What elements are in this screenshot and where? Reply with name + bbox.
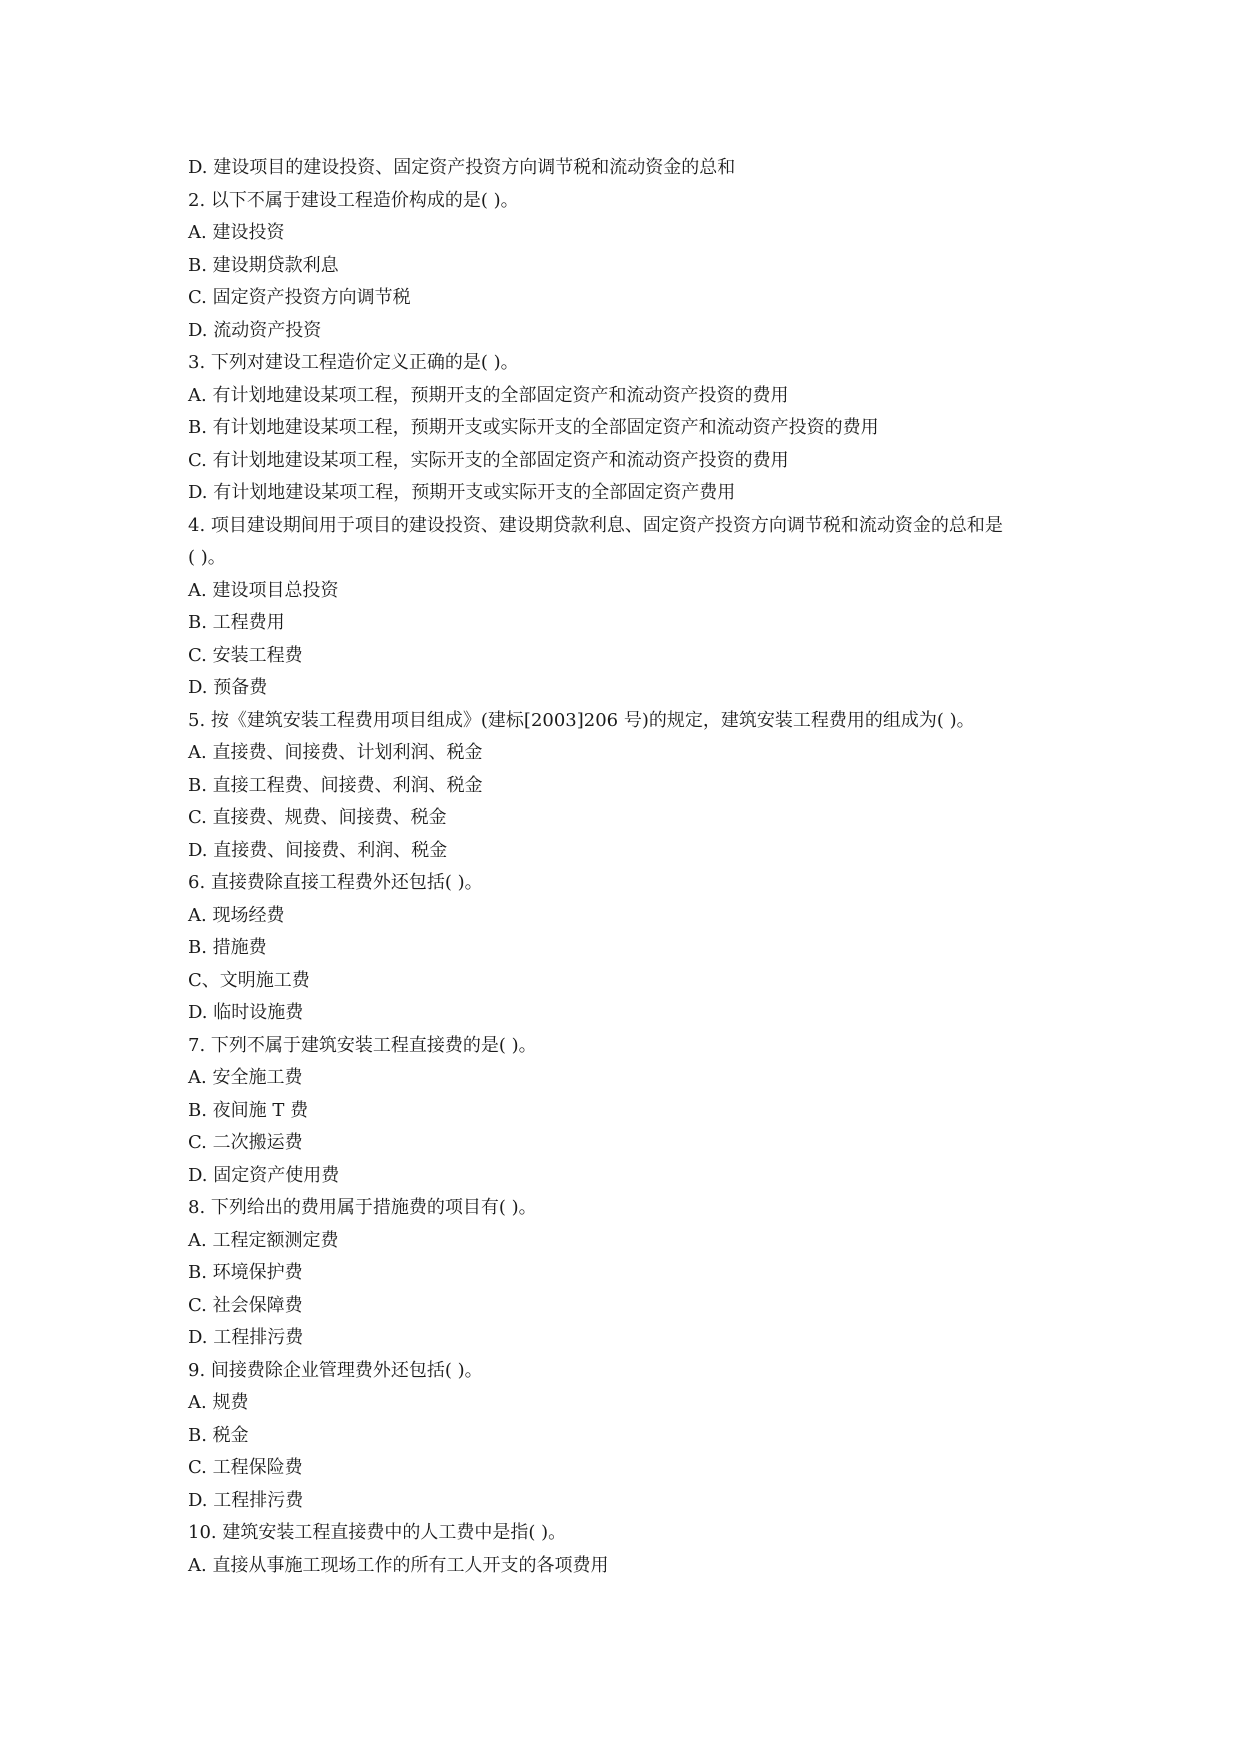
option-line: A. 工程定额测定费 — [188, 1229, 339, 1251]
option-line: C. 安装工程费 — [188, 644, 303, 666]
option-line: A. 规费 — [188, 1392, 249, 1413]
option-line: A. 建设投资 — [188, 222, 285, 243]
option-line: B. 措施费 — [188, 937, 267, 958]
option-line: D. 预备费 — [188, 677, 268, 698]
question-4: 4. 项目建设期间用于项目的建设投资、建设期贷款利息、固定资产投资方向调节税和流动资金的总和是 — [188, 514, 1003, 536]
option-line: D. 直接费、间接费、利润、税金 — [188, 839, 448, 861]
option-line: A. 现场经费 — [188, 904, 285, 926]
question-7: 7. 下列不属于建筑安装工程直接费的是( )。 — [188, 1034, 537, 1056]
option-line: C. 固定资产投资方向调节税 — [188, 287, 411, 308]
option-line: D. 临时设施费 — [188, 1002, 304, 1023]
option-line: C、文明施工费 — [188, 969, 310, 991]
option-line: B. 环境保护费 — [188, 1262, 303, 1283]
option-line: B. 工程费用 — [188, 612, 285, 633]
question-4-continuation: ( )。 — [188, 547, 226, 568]
question-9: 9. 间接费除企业管理费外还包括( )。 — [188, 1359, 483, 1381]
question-10: 10. 建筑安装工程直接费中的人工费中是指( )。 — [188, 1522, 567, 1543]
option-line: B. 夜间施 T 费 — [188, 1099, 309, 1121]
option-line: A. 有计划地建设某项工程，预期开支的全部固定资产和流动资产投资的费用 — [188, 384, 789, 406]
option-line: D. 工程排污费 — [188, 1327, 304, 1348]
option-line: B. 直接工程费、间接费、利润、税金 — [188, 774, 483, 796]
option-line: D. 工程排污费 — [188, 1489, 304, 1511]
option-line: A. 直接从事施工现场工作的所有工人开支的各项费用 — [188, 1554, 609, 1576]
option-line: A. 直接费、间接费、计划利润、税金 — [188, 742, 483, 763]
option-line: C. 社会保障费 — [188, 1294, 303, 1316]
option-line: B. 建设期贷款利息 — [188, 254, 339, 276]
option-line: D. 流动资产投资 — [188, 319, 322, 341]
question-8: 8. 下列给出的费用属于措施费的项目有( )。 — [188, 1197, 537, 1218]
option-line: A. 建设项目总投资 — [188, 579, 339, 601]
question-3: 3. 下列对建设工程造价定义正确的是( )。 — [188, 352, 519, 373]
document-body — [188, 152, 1068, 1582]
option-line: A. 安全施工费 — [188, 1067, 303, 1088]
option-line: C. 二次搬运费 — [188, 1132, 303, 1153]
option-line: C. 直接费、规费、间接费、税金 — [188, 807, 447, 828]
option-line: B. 有计划地建设某项工程，预期开支或实际开支的全部固定资产和流动资产投资的费用 — [188, 417, 879, 438]
question-2: 2. 以下不属于建设工程造价构成的是( )。 — [188, 189, 519, 211]
question-5: 5. 按《建筑安装工程费用项目组成》(建标[2003]206 号)的规定，建筑安装工程费用的组成为( )。 — [188, 709, 975, 731]
option-line: B. 税金 — [188, 1424, 249, 1446]
option-line: C. 有计划地建设某项工程，实际开支的全部固定资产和流动资产投资的费用 — [188, 449, 789, 471]
option-line: D. 固定资产使用费 — [188, 1164, 340, 1186]
question-6: 6. 直接费除直接工程费外还包括( )。 — [188, 872, 483, 893]
option-line: D. 有计划地建设某项工程，预期开支或实际开支的全部固定资产费用 — [188, 482, 736, 503]
text-line: D. 建设项目的建设投资、固定资产投资方向调节税和流动资金的总和 — [188, 157, 736, 178]
option-line: C. 工程保险费 — [188, 1457, 303, 1478]
